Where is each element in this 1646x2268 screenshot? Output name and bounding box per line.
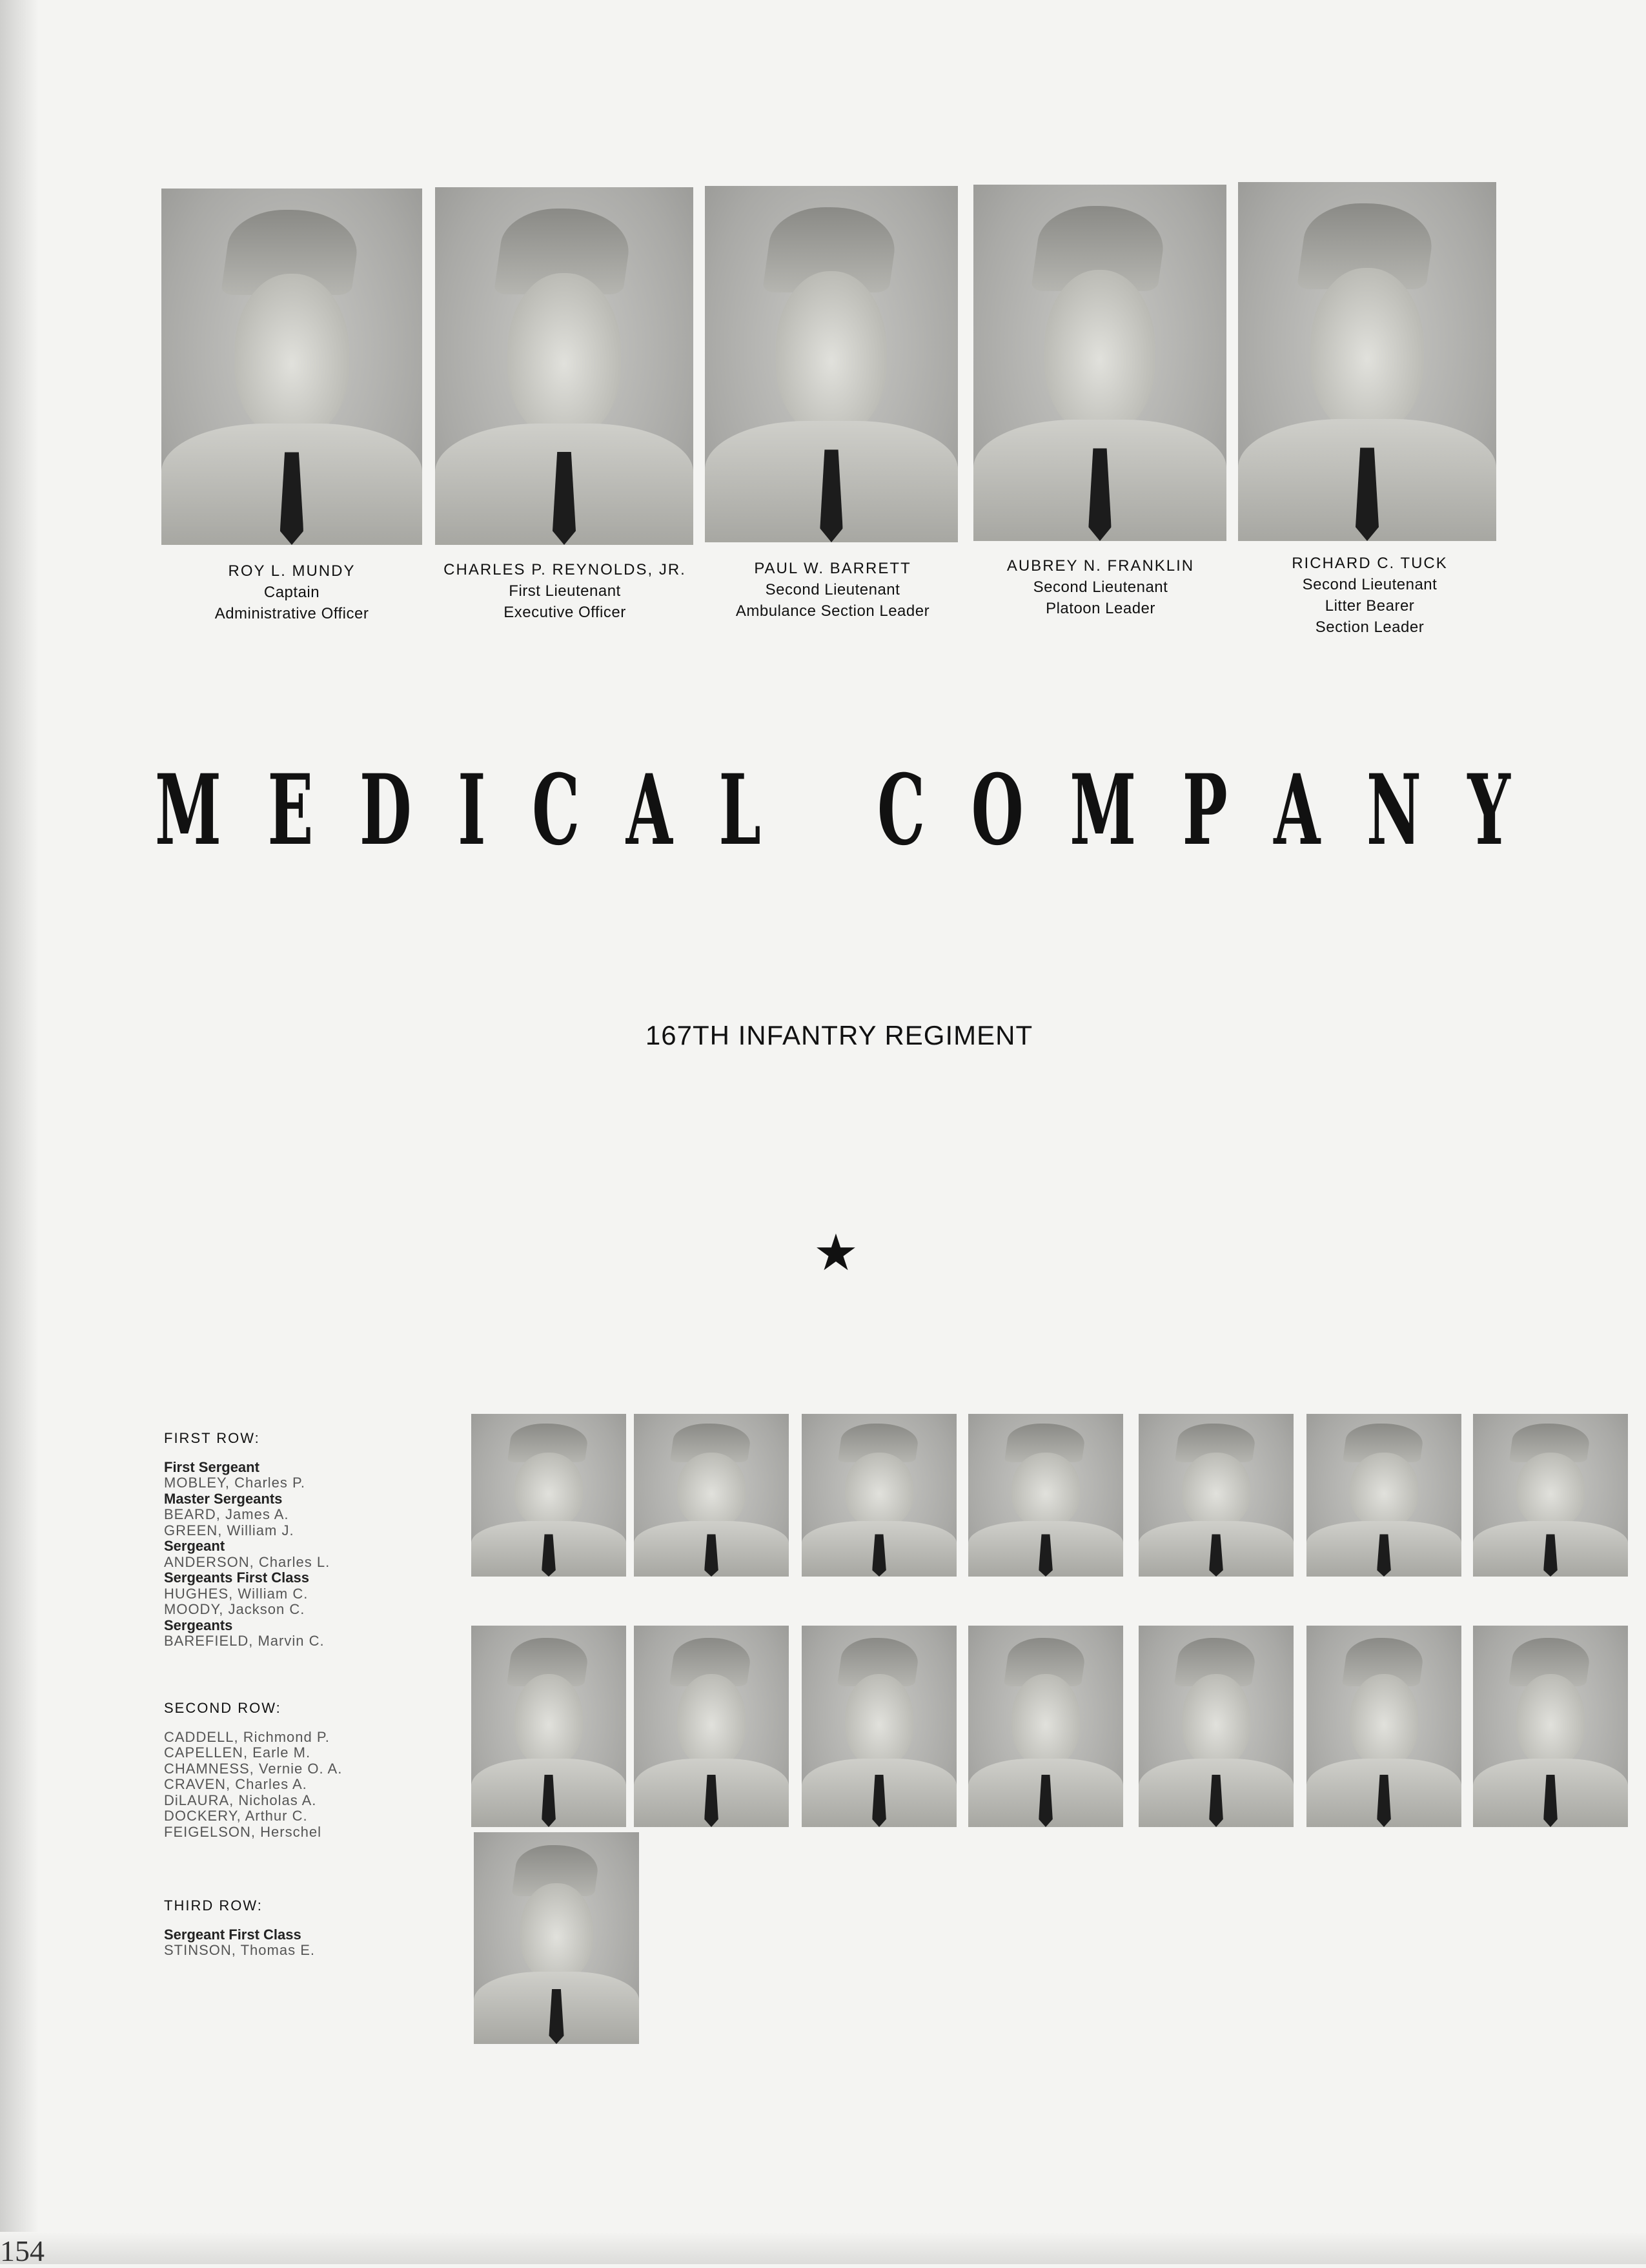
title-letter: D	[359, 753, 412, 867]
member-name: BEARD, James A.	[164, 1506, 289, 1522]
enlisted-photo	[634, 1414, 789, 1577]
officer-caption	[704, 558, 962, 622]
officer-name: RICHARD C. TUCK	[1292, 555, 1448, 572]
officer-name: PAUL W. BARRETT	[754, 560, 911, 577]
officer-role: Executive Officer	[503, 604, 626, 621]
enlisted-photo	[471, 1414, 626, 1577]
roster-third-row	[164, 1898, 448, 1959]
page-title	[155, 753, 1510, 867]
roster-second-row	[164, 1701, 448, 1840]
rank-heading: Sergeants First Class	[164, 1569, 309, 1586]
officer-name: AUBREY N. FRANKLIN	[1006, 557, 1195, 575]
officer-rank: Second Lieutenant	[765, 581, 900, 598]
page-subtitle: 167TH INFANTRY REGIMENT	[645, 1020, 1033, 1050]
member-name: GREEN, William J.	[164, 1522, 294, 1538]
officer-role: Litter Bearer	[1325, 597, 1415, 615]
member-name: DOCKERY, Arthur C.	[164, 1808, 308, 1824]
title-letter: M	[155, 753, 221, 867]
officer-role: Platoon Leader	[1046, 600, 1155, 617]
officer-caption	[163, 560, 421, 624]
officer-photo	[161, 189, 422, 545]
officer-rank: First Lieutenant	[509, 582, 621, 600]
officer-caption	[975, 555, 1226, 619]
member-name: STINSON, Thomas E.	[164, 1942, 315, 1958]
officer-photo	[435, 187, 693, 545]
officer-rank: Second Lieutenant	[1302, 576, 1438, 593]
title-letter: M	[1070, 753, 1137, 867]
title-letter: C	[877, 753, 926, 867]
member-name: DiLAURA, Nicholas A.	[164, 1792, 317, 1808]
title-letter: P	[1182, 753, 1228, 867]
title-letter: O	[971, 753, 1024, 867]
title-letter: E	[267, 753, 314, 867]
officer-role: Section Leader	[1315, 618, 1425, 636]
member-name: ANDERSON, Charles L.	[164, 1553, 330, 1570]
officer-name: CHARLES P. REYNOLDS, JR.	[443, 561, 686, 578]
officer-rank: Captain	[263, 584, 320, 601]
enlisted-photo	[1139, 1414, 1294, 1577]
member-name: HUGHES, William C.	[164, 1585, 309, 1602]
officer-role: Administrative Officer	[214, 605, 369, 622]
enlisted-photo	[1473, 1414, 1628, 1577]
enlisted-photo	[1306, 1414, 1461, 1577]
row-label: THIRD ROW:	[164, 1897, 263, 1914]
page-bottom-shadow	[0, 2232, 1646, 2264]
member-name: FEIGELSON, Herschel	[164, 1823, 321, 1840]
title-letter: A	[625, 753, 673, 867]
title-letter: N	[1366, 753, 1421, 867]
rank-heading: Master Sergeants	[164, 1490, 283, 1507]
officer-photo	[705, 186, 958, 542]
title-letter	[807, 762, 831, 859]
page-number: 154	[0, 2234, 45, 2267]
title-letter: C	[532, 753, 580, 867]
officer-name: ROY L. MUNDY	[228, 562, 356, 580]
enlisted-photo	[474, 1832, 639, 2044]
officer-role: Ambulance Section Leader	[735, 602, 930, 620]
member-name: BAREFIELD, Marvin C.	[164, 1633, 325, 1649]
title-letter: I	[458, 753, 486, 867]
star-icon: ★	[813, 1224, 859, 1281]
rank-heading: Sergeant First Class	[164, 1926, 301, 1943]
officer-photo	[1238, 182, 1496, 541]
row-label: SECOND ROW:	[164, 1700, 281, 1716]
row-label: FIRST ROW:	[164, 1430, 260, 1446]
member-name: CAPELLEN, Earle M.	[164, 1744, 311, 1761]
officer-photo	[973, 185, 1226, 541]
officer-rank: Second Lieutenant	[1033, 578, 1168, 596]
title-letter: A	[1274, 753, 1321, 867]
page-left-shadow	[0, 0, 39, 2264]
member-name: CRAVEN, Charles A.	[164, 1776, 307, 1792]
enlisted-photo	[1139, 1626, 1294, 1827]
member-name: CADDELL, Richmond P.	[164, 1728, 330, 1745]
title-letter: L	[718, 753, 761, 867]
enlisted-photo	[1306, 1626, 1461, 1827]
rank-heading: First Sergeant	[164, 1458, 259, 1475]
roster-first-row	[164, 1431, 448, 1650]
officer-caption	[413, 559, 716, 623]
enlisted-photo	[968, 1414, 1123, 1577]
rank-heading: Sergeants	[164, 1617, 233, 1633]
enlisted-photo	[634, 1626, 789, 1827]
member-name: CHAMNESS, Vernie O. A.	[164, 1760, 343, 1777]
officer-caption	[1241, 553, 1499, 638]
rank-heading: Sergeant	[164, 1538, 225, 1554]
title-letter: Y	[1467, 753, 1510, 867]
member-name: MOODY, Jackson C.	[164, 1601, 305, 1617]
enlisted-photo	[1473, 1626, 1628, 1827]
enlisted-photo	[802, 1626, 957, 1827]
member-name: MOBLEY, Charles P.	[164, 1475, 305, 1491]
enlisted-photo	[968, 1626, 1123, 1827]
enlisted-photo	[802, 1414, 957, 1577]
enlisted-photo	[471, 1626, 626, 1827]
